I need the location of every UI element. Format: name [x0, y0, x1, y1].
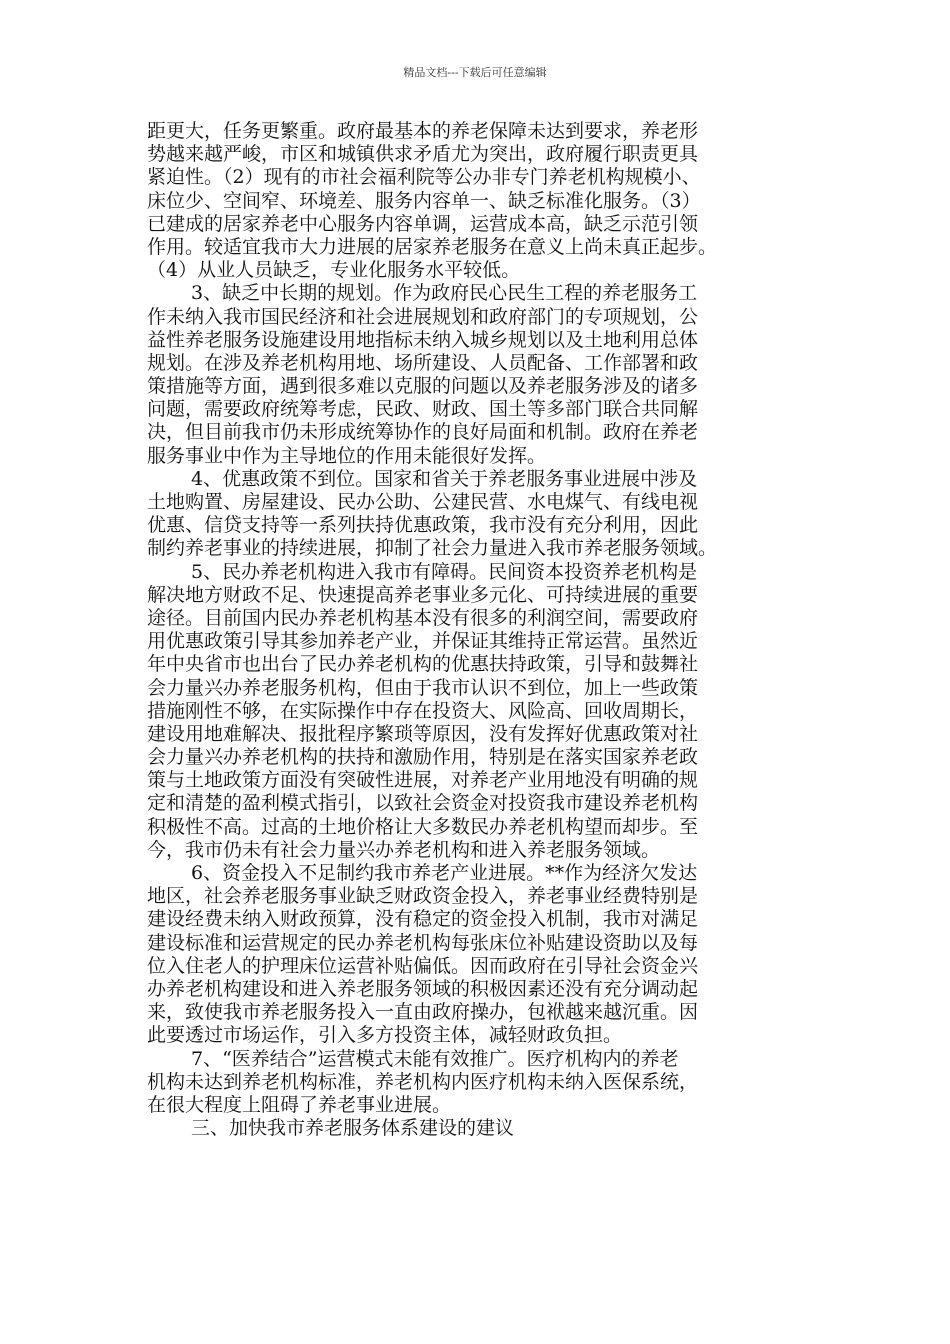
document-body: [147, 120, 807, 1140]
text-line: 机构未达到养老机构标准，养老机构内医疗机构未纳入医保系统，: [147, 1070, 699, 1093]
text-line: 用优惠政策引导其参加养老产业，并保证其维持正常运营。虽然近: [147, 630, 699, 653]
text-line: 势越来越严峻，市区和城镇供求矛盾尤为突出，政府履行职责更具: [147, 143, 699, 166]
text-line: 位入住老人的护理床位运营补贴偏低。因而政府在引导社会资金兴: [147, 954, 699, 977]
text-line: 7、“医养结合”运营模式未能有效推广。医疗机构内的养老: [191, 1047, 679, 1070]
text-line: 建设标准和运营规定的民办养老机构每张床位补贴建设资助以及每: [147, 931, 699, 954]
text-line: 此要透过市场运作，引入多方投资主体，减轻财政负担。: [147, 1024, 623, 1047]
text-line: 床位少、空间窄、环境差、服务内容单一、缺乏标准化服务。（3）: [147, 189, 701, 212]
text-line: 优惠、信贷支持等一系列扶持优惠政策，我市没有充分利用，因此: [147, 514, 699, 537]
text-line: 积极性不高。过高的土地价格让大多数民办养老机构望而却步。至: [147, 815, 699, 838]
text-line: 紧迫性。（2）现有的市社会福利院等公办非专门养老机构规模小、: [147, 166, 701, 189]
text-line: 6、资金投入不足制约我市养老产业进展。**作为经济欠发达: [191, 862, 698, 884]
text-line: 服务事业中作为主导地位的作用未能很好发挥。: [147, 444, 547, 467]
text-line: 3、缺乏中长期的规划。作为政府民心民生工程的养老服务工: [191, 282, 698, 305]
text-line: 建设经费未纳入财政预算，没有稳定的资金投入机制，我市对满足: [147, 908, 699, 931]
text-line: 制约养老事业的持续进展，抑制了社会力量进入我市养老服务领域。: [147, 537, 718, 560]
text-line: 今，我市仍未有社会力量兴办养老机构和进入养老服务领域。: [147, 838, 661, 861]
text-line: 问题，需要政府统筹考虑，民政、财政、国土等多部门联合共同解: [147, 398, 699, 421]
text-line: 建设用地难解决、报批程序繁琐等原因，没有发挥好优惠政策对社: [147, 722, 699, 745]
text-line: 办养老机构建设和进入养老服务领域的积极因素还没有充分调动起: [147, 977, 699, 1000]
page-header: 精品文档---下载后可任意编辑: [403, 66, 547, 79]
text-line: （4）从业人员缺乏，专业化服务水平较低。: [147, 259, 521, 282]
text-line: 土地购置、房屋建设、民办公助、公建民营、水电煤气、有线电视: [147, 491, 699, 513]
text-line: 4、优惠政策不到位。国家和省关于养老服务事业进展中涉及: [191, 467, 698, 490]
text-line: 会力量兴办养老机构的扶持和激励作用，特别是在落实国家养老政: [147, 746, 699, 769]
text-line: 来，致使我市养老服务投入一直由政府操办，包袱越来越沉重。因: [147, 1001, 699, 1024]
text-line: 作用。较适宜我市大力进展的居家养老服务在意义上尚未真正起步。: [147, 235, 718, 258]
text-line: 决，但目前我市仍未形成统筹协作的良好局面和机制。政府在养老: [147, 421, 699, 444]
text-line: 已建成的居家养老中心服务内容单调，运营成本高，缺乏示范引领: [147, 212, 699, 235]
text-line: 益性养老服务设施建设用地指标未纳入城乡规划以及土地利用总体: [147, 328, 699, 351]
text-line: 策与土地政策方面没有突破性进展，对养老产业用地没有明确的规: [147, 769, 699, 792]
text-line: 在很大程度上阻碍了养老事业进展。: [147, 1093, 452, 1116]
text-line: 途径。目前国内民办养老机构基本没有很多的利润空间，需要政府: [147, 606, 699, 629]
text-line: 定和清楚的盈利模式指引，以致社会资金对投资我市建设养老机构: [147, 792, 699, 815]
text-line: 作未纳入我市国民经济和社会进展规划和政府部门的专项规划，公: [147, 305, 699, 328]
text-line: 措施刚性不够，在实际操作中存在投资大、风险高、回收周期长，: [147, 699, 699, 722]
text-line: 三、加快我市养老服务体系建设的建议: [191, 1117, 515, 1140]
text-line: 策措施等方面，遇到很多难以克服的问题以及养老服务涉及的诸多: [147, 375, 699, 398]
text-line: 距更大，任务更繁重。政府最基本的养老保障未达到要求，养老形: [147, 120, 699, 142]
text-line: 5、民办养老机构进入我市有障碍。民间资本投资养老机构是: [191, 560, 698, 583]
text-line: 规划。在涉及养老机构用地、场所建设、人员配备、工作部署和政: [147, 351, 699, 374]
text-line: 年中央省市也出台了民办养老机构的优惠扶持政策，引导和鼓舞社: [147, 653, 699, 676]
text-line: 会力量兴办养老服务机构，但由于我市认识不到位，加上一些政策: [147, 676, 699, 699]
text-line: 地区，社会养老服务事业缺乏财政资金投入，养老事业经费特别是: [147, 885, 699, 908]
text-line: 解决地方财政不足、快速提高养老事业多元化、可持续进展的重要: [147, 583, 699, 606]
